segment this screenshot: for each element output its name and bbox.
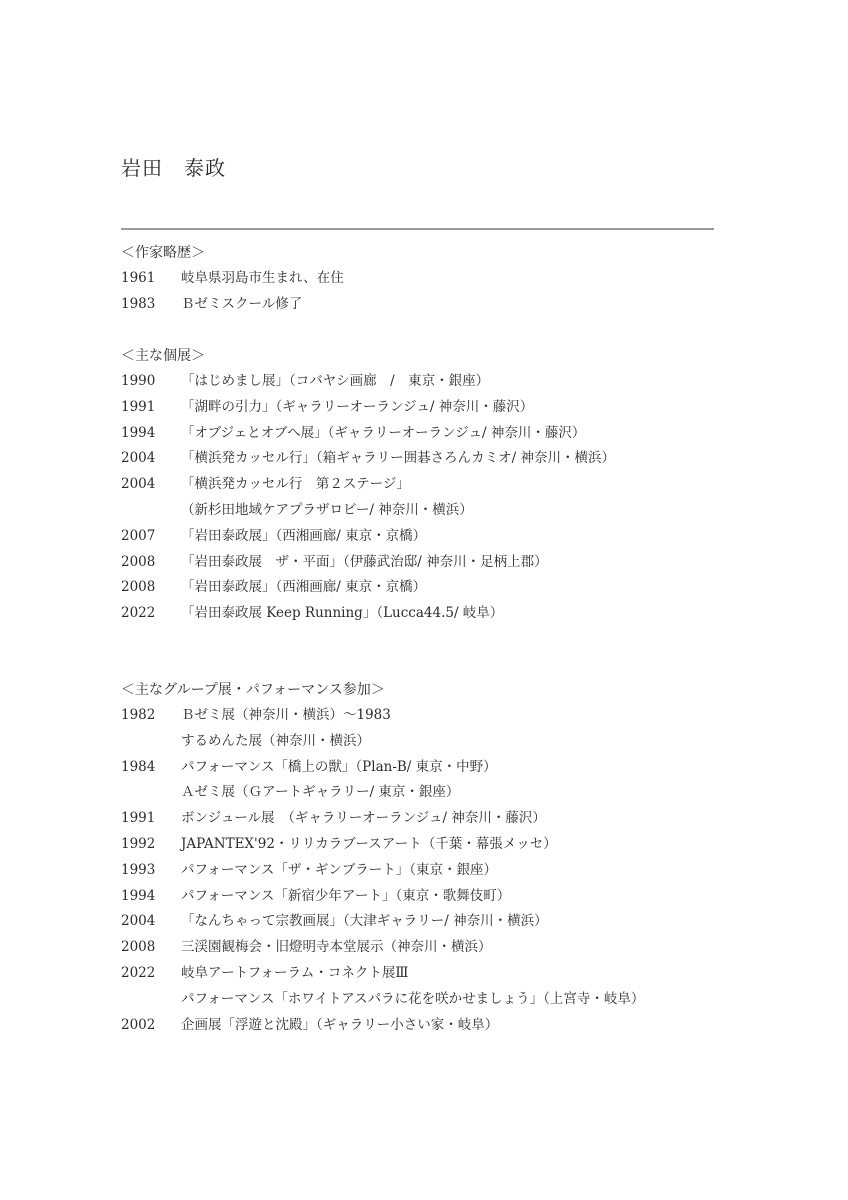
entry-text: 「なんちゃって宗教画展」（大津ギャラリー/ 神奈川・横浜）: [181, 913, 548, 930]
entry-text: パフォーマンス「ホワイトアスパラに花を咲かせましょう」（上宮寺・岐阜）: [181, 990, 645, 1007]
timeline-entry: [121, 806, 546, 832]
section-group-exhibitions: [121, 678, 645, 1038]
entry-row: [121, 961, 409, 987]
section-biography: [121, 241, 344, 318]
entry-row: [121, 858, 498, 884]
entry-year: 2008: [121, 579, 156, 596]
entry-text: （新杉田地域ケアプラザロビー/ 神奈川・横浜）: [181, 501, 473, 518]
timeline-entry: [121, 550, 548, 576]
timeline-entry: [121, 601, 504, 627]
entry-row: [121, 909, 548, 935]
entry-row: [121, 550, 548, 576]
entry-text: 「横浜発カッセル行 第２ステージ」: [181, 476, 410, 493]
entry-year: 2004: [121, 913, 156, 930]
entry-row: [121, 575, 427, 601]
entry-text: 三渓園観梅会・旧燈明寺本堂展示（神奈川・横浜）: [181, 939, 492, 956]
section-solo-exhibitions: [121, 344, 615, 627]
entry-year: 1961: [121, 270, 156, 286]
entry-text: 「岩田泰政展」（西湘画廊/ 東京・京橋）: [181, 579, 427, 596]
timeline-entry: [121, 395, 534, 421]
timeline-entry: [121, 524, 427, 550]
entry-text: 「岩田泰政展 ザ・平面」（伊藤武治邸/ 神奈川・足柄上郡）: [181, 553, 548, 570]
entry-text: 「湖畔の引力」（ギャラリーオーランジュ/ 神奈川・藤沢）: [181, 398, 534, 415]
entry-year: 2008: [121, 553, 156, 570]
entry-text: パフォーマンス「新宿少年アート」（東京・歌舞伎町）: [181, 887, 511, 904]
timeline-entry: [121, 961, 645, 1013]
entry-text: 「横浜発カッセル行」（箱ギャラリー囲碁さろんカミオ/ 神奈川・横浜）: [181, 450, 615, 467]
entry-text: 「岩田泰政展 Keep Running」（Lucca44.5/ 岐阜）: [181, 605, 504, 622]
section-heading: ＜主なグループ展・パフォーマンス参加＞: [121, 682, 385, 698]
timeline-entry: [121, 575, 427, 601]
entry-year: 2007: [121, 527, 156, 544]
timeline-entry: [121, 266, 344, 292]
entry-text: 岐阜県羽島市生まれ、在住: [181, 270, 344, 286]
entry-year: 2008: [121, 939, 156, 956]
entry-text: パフォーマンス「橋上の獣」（Plan-B/ 東京・中野）: [181, 758, 497, 775]
artist-name: 岩田 泰政: [121, 156, 226, 180]
entry-row: [121, 472, 410, 498]
entry-year: 1993: [121, 861, 156, 878]
entry-text: するめんた展（神奈川・横浜）: [181, 732, 370, 749]
entry-row: [121, 498, 473, 524]
timeline-entry: [121, 884, 511, 910]
timeline-entry: [121, 472, 473, 524]
timeline-entry: [121, 1013, 499, 1039]
entry-text: Ｂゼミ展（神奈川・横浜）～1983: [181, 707, 391, 723]
section-heading: ＜主な個展＞: [121, 348, 205, 364]
entry-text: Ｂゼミスクール修了: [181, 295, 303, 312]
timeline-entry: [121, 755, 497, 807]
entry-row: [121, 832, 557, 858]
entry-row: [121, 755, 497, 781]
entry-year: 1994: [121, 887, 156, 904]
timeline-entry: [121, 421, 586, 447]
entry-row: [121, 884, 511, 910]
entry-year: 1983: [121, 295, 156, 312]
entry-row: [121, 806, 546, 832]
entry-text: 「はじめまし展」（コバヤシ画廊 / 東京・銀座）: [181, 373, 490, 389]
entry-row: [121, 369, 490, 395]
entry-text: ボンジュール展 （ギャラリーオーランジュ/ 神奈川・藤沢）: [181, 810, 546, 827]
timeline-entry: [121, 832, 557, 858]
entry-row: [121, 292, 303, 318]
entry-year: 1984: [121, 758, 156, 775]
entry-row: [121, 729, 385, 755]
timeline-entry: [121, 703, 391, 755]
entry-text: JAPANTEX'92・リリカラブースアート（千葉・幕張メッセ）: [181, 835, 557, 852]
entry-row: [121, 446, 615, 472]
entry-row: [121, 601, 504, 627]
title-divider: [121, 228, 714, 230]
timeline-entry: [121, 446, 615, 472]
entry-row: [121, 703, 391, 729]
timeline-entry: [121, 909, 548, 935]
entry-year: 2004: [121, 450, 156, 467]
entry-text: Ａゼミ展（Ｇアートギャラリー/ 東京・銀座）: [181, 784, 460, 801]
timeline-entry: [121, 858, 498, 884]
entry-text: 「岩田泰政展」（西湘画廊/ 東京・京橋）: [181, 527, 427, 544]
entry-text: パフォーマンス「ザ・ギンブラート」（東京・銀座）: [181, 861, 498, 878]
entry-row: [121, 987, 645, 1013]
entry-year: 2022: [121, 964, 156, 981]
entry-year: 1991: [121, 398, 156, 415]
entry-row: [121, 266, 344, 292]
entry-year: 1994: [121, 424, 156, 441]
timeline-entry: [121, 292, 303, 318]
section-heading: ＜作家略歴＞: [121, 245, 205, 261]
entry-year: 1991: [121, 810, 156, 827]
entry-year: 1990: [121, 373, 156, 389]
entry-year: 2022: [121, 605, 156, 622]
entry-row: [121, 524, 427, 550]
entry-text: 岐阜アートフォーラム・コネクト展Ⅲ: [181, 964, 409, 981]
timeline-entry: [121, 935, 492, 961]
entry-year: 2004: [121, 476, 156, 493]
entry-row: [121, 935, 492, 961]
entry-row: [121, 780, 460, 806]
entry-year: 2002: [121, 1016, 156, 1033]
entry-year: 1992: [121, 835, 156, 852]
entry-text: 企画展「浮遊と沈殿」（ギャラリー小さい家・岐阜）: [181, 1016, 499, 1033]
entry-row: [121, 421, 586, 447]
entry-text: 「オブジェとオブへ展」（ギャラリーオーランジュ/ 神奈川・藤沢）: [181, 424, 586, 441]
entry-row: [121, 395, 534, 421]
entry-year: 1982: [121, 707, 156, 723]
timeline-entry: [121, 369, 490, 395]
entry-row: [121, 1013, 499, 1039]
